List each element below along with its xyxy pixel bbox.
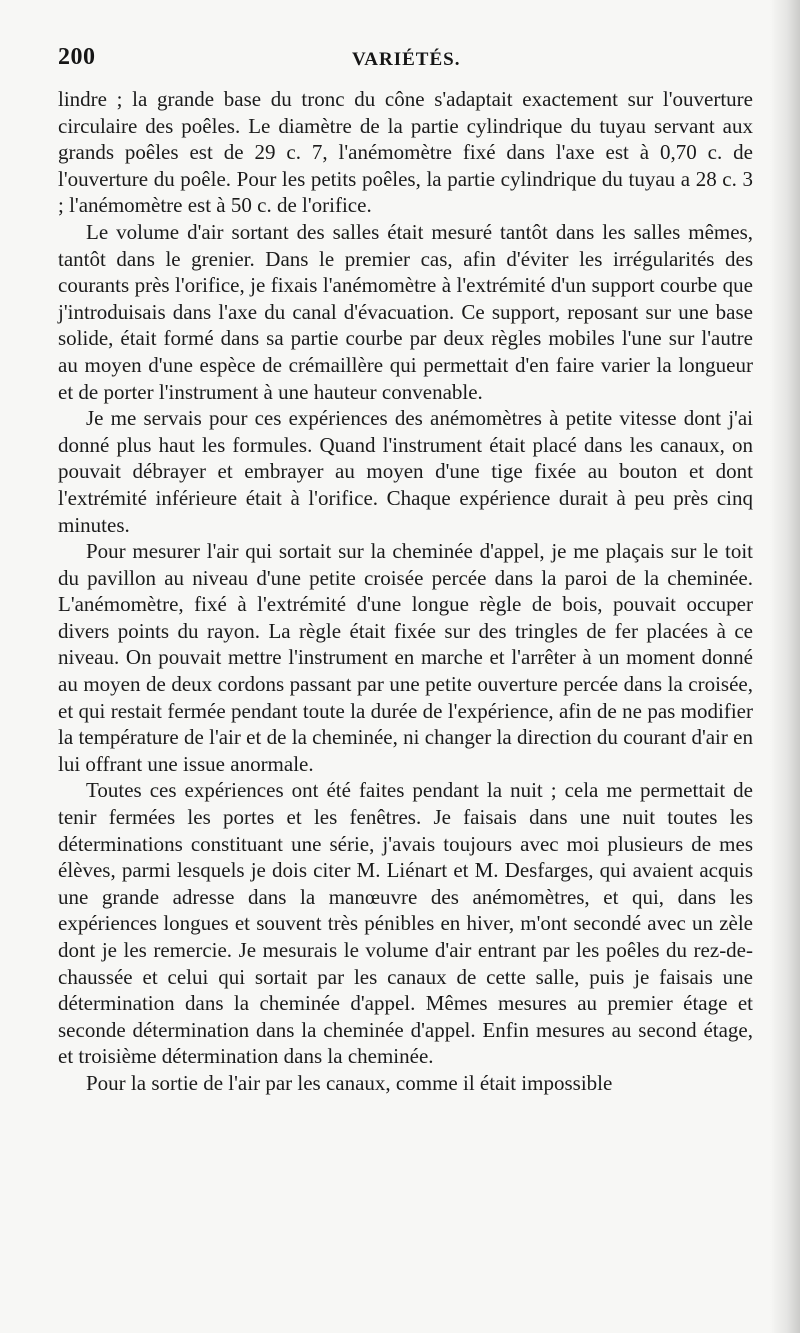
page-number: 200 <box>58 44 96 70</box>
paragraph: Toutes ces expériences ont été faites pendant la nuit ; cela me permettait de tenir fermées les portes et les fenêtres. Je faisais dans une nuit toutes les déterminations constituant une série, j'avais toujours avec moi plusieurs de mes élèves, parmi lesquels je dois citer M. Liénart et M. Desfarges, qui avaient acquis une grande adresse dans la manœuvre des anémomètres, et qui, dans les expériences longues et souvent très pénibles en hiver, m'ont secondé avec un zèle dont je les remercie. Je mesurais le volume d'air entrant par les poêles du rez-de-chaussée et celui qui sortait par les canaux de cette salle, puis je faisais une détermination dans la cheminée d'appel. Mêmes mesures au premier étage et seconde détermination dans la cheminée d'appel. Enfin mesures au second étage, et troisième détermination dans la cheminée. <box>58 778 753 1069</box>
paragraph-continuation: lindre ; la grande base du tronc du cône s'adaptait exactement sur l'ouverture circulaire des poêles. Le diamètre de la partie cylindrique du tuyau servant aux grands poêles est de 29 c. 7, l'anémomètre fixé dans l'axe est à 0,70 c. de l'ouverture du poêle. Pour les petits poêles, la partie cylindrique du tuyau a 28 c. 3 ; l'anémomètre est à 50 c. de l'orifice. <box>58 87 753 218</box>
page-edge-shadow <box>770 0 800 1333</box>
paragraph-last: Pour la sortie de l'air par les canaux, comme il était impossible <box>86 1070 613 1095</box>
paragraph: Le volume d'air sortant des salles était mesuré tantôt dans les salles mêmes, tantôt dans le grenier. Dans le premier cas, afin d'éviter les irrégularités des courants près l'orifice, je fixais l'anémomètre à l'extrémité d'un support courbe que j'introduisais dans l'axe du canal d'évacuation. Ce support, reposant sur une base solide, était formé dans sa partie courbe par deux règles mobiles l'une sur l'autre au moyen d'une espèce de crémaillère qui permettait d'en faire varier la longueur et de porter l'instrument à une hauteur convenable. <box>58 219 753 404</box>
paragraph: Je me servais pour ces expériences des anémomètres à petite vitesse dont j'ai donné plus haut les formules. Quand l'instrument était placé dans les canaux, on pouvait débrayer et embrayer au moyen d'une tige fixée au bouton et dont l'extrémité inférieure était à l'orifice. Chaque expérience durait à peu près cinq minutes. <box>58 406 753 537</box>
page-header <box>58 44 758 74</box>
paragraph: Pour mesurer l'air qui sortait sur la cheminée d'appel, je me plaçais sur le toit du pavillon au niveau d'une petite croisée percée dans la paroi de la cheminée. L'anémomètre, fixé à l'extrémité d'une longue règle de bois, pouvait occuper divers points du rayon. La règle était fixée sur des tringles de fer placées à ce niveau. On pouvait mettre l'instrument en marche et l'arrêter à un moment donné au moyen de deux cordons passant par une petite ouverture percée dans la croisée, et qui restait fermée pendant toute la durée de l'expérience, afin de ne pas modifier la température de l'air et de la cheminée, ni changer la direction du courant d'air en lui offrant une issue anormale. <box>58 539 753 776</box>
text-body <box>58 86 753 1097</box>
running-head: VARIÉTÉS. <box>352 49 461 70</box>
